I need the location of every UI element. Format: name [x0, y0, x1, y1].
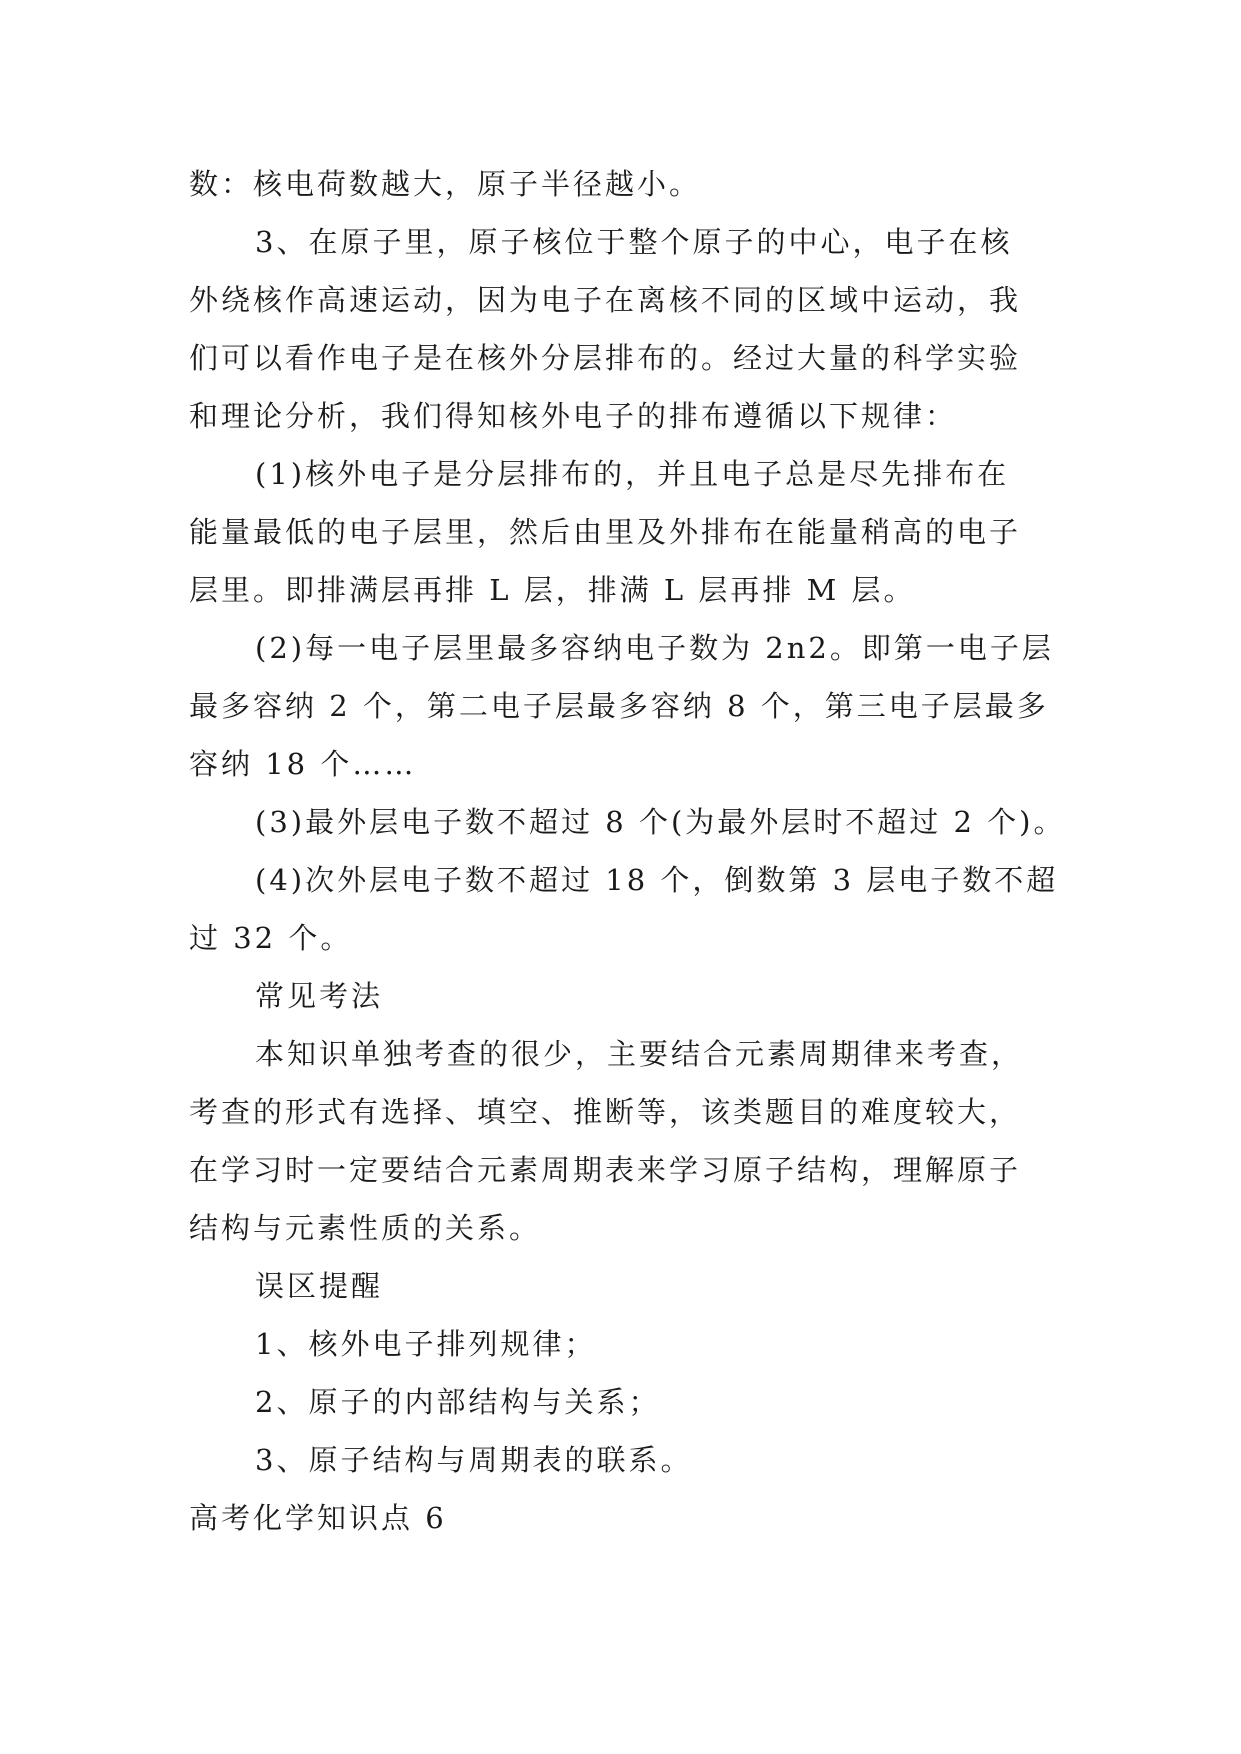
text-line: 结构与元素性质的关系。 — [189, 1211, 542, 1245]
section-title: 高考化学知识点 6 — [189, 1501, 447, 1535]
text-line: 和理论分析，我们得知核外电子的排布遵循以下规律： — [189, 399, 958, 433]
text-line: 本知识单独考查的很少，主要结合元素周期律来考查， — [255, 1037, 1024, 1071]
text-line: 外绕核作高速运动，因为电子在离核不同的区域中运动，我 — [189, 283, 1022, 317]
text-line: 在学习时一定要结合元素周期表来学习原子结构，理解原子 — [189, 1153, 1022, 1187]
text-line: (4)次外层电子数不超过 18 个，倒数第 3 层电子数不超 — [255, 863, 1059, 897]
text-line: 容纳 18 个…… — [189, 747, 417, 781]
list-item: 1、核外电子排列规律； — [255, 1327, 597, 1361]
text-line: (3)最外层电子数不超过 8 个(为最外层时不超过 2 个)。 — [255, 805, 1066, 839]
list-item: 2、原子的内部结构与关系； — [255, 1385, 661, 1419]
text-line: 3、在原子里，原子核位于整个原子的中心，电子在核 — [255, 225, 1013, 259]
text-line: (2)每一电子层里最多容纳电子数为 2n2。即第一电子层 — [255, 631, 1054, 665]
text-line: 们可以看作电子是在核外分层排布的。经过大量的科学实验 — [189, 341, 1022, 375]
text-line: 能量最低的电子层里，然后由里及外排布在能量稍高的电子 — [189, 515, 1022, 549]
text-line: 层里。即排满层再排 L 层，排满 L 层再排 M 层。 — [189, 573, 916, 607]
text-line: 过 32 个。 — [189, 921, 353, 955]
text-line: 最多容纳 2 个，第二电子层最多容纳 8 个，第三电子层最多 — [189, 689, 1049, 723]
text-line: 考查的形式有选择、填空、推断等，该类题目的难度较大， — [189, 1095, 1022, 1129]
list-item: 3、原子结构与周期表的联系。 — [255, 1443, 693, 1477]
section-heading: 误区提醒 — [255, 1269, 384, 1303]
section-heading: 常见考法 — [255, 979, 384, 1013]
text-line: 数：核电荷数越大，原子半径越小。 — [189, 167, 702, 201]
text-line: (1)核外电子是分层排布的，并且电子总是尽先排布在 — [255, 457, 1010, 491]
